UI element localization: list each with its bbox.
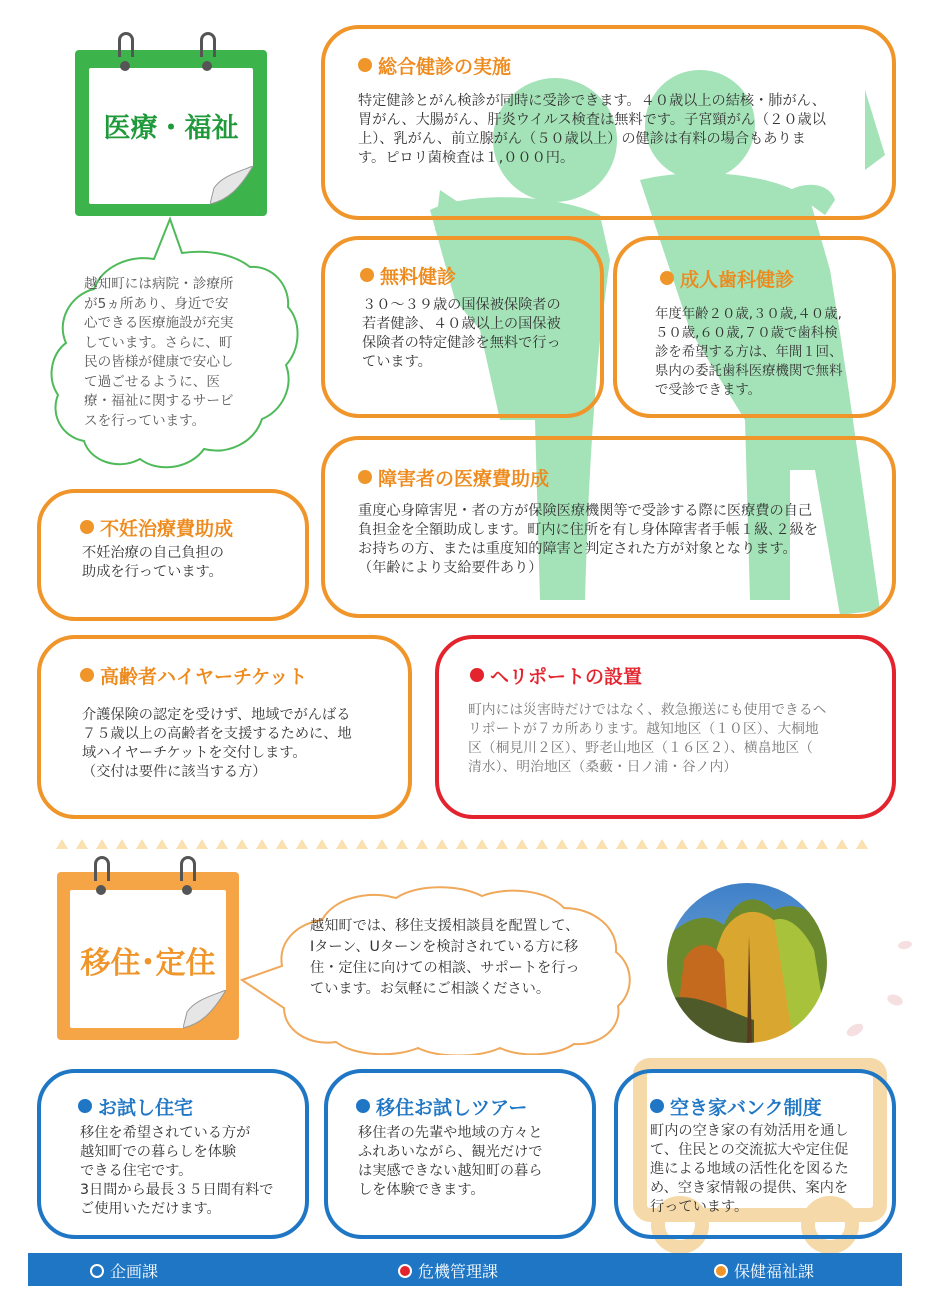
binder-hole-icon: [202, 61, 212, 71]
bullet-icon: [78, 1099, 92, 1113]
trial-house-title: お試し住宅: [78, 1093, 193, 1120]
migration-category-calendar: [57, 872, 239, 1040]
trial-house-body: 移住を希望されている方が 越知町での暮らしを体験 できる住宅です。 3日間から最長３５日間有料で ご使用いただけます。: [80, 1125, 274, 1217]
infertility-body: 不妊治療の自己負担の 助成を行っています。: [82, 545, 224, 580]
vacant-house-bank-title: 空き家バンク制度: [650, 1093, 822, 1120]
legend-item-welfare: 保健福祉課: [714, 1259, 814, 1282]
legend-item-planning: 企画課: [90, 1259, 158, 1282]
binder-hole-icon: [182, 885, 192, 895]
dental-checkup-title: 成人歯科健診: [660, 265, 794, 292]
free-checkup-title: 無料健診: [360, 262, 456, 289]
binder-ring-icon: [200, 32, 216, 57]
trial-tour-body: 移住者の先輩や地域の方々と ふれあいながら、観光だけで は実感できない越知町の暮ら しを体験できます。: [358, 1125, 543, 1198]
elderly-taxi-body: 介護保険の認定を受けず、地域でがんばる ７５歳以上の高齢者を支援するために、地 域ハイヤーチケットを交付します。 （交付は要件に該当する方）: [82, 707, 352, 780]
bullet-icon: [80, 520, 94, 534]
binder-hole-icon: [96, 885, 106, 895]
migration-intro-text: 越知町では、移住支援相談員を配置して、 Iターン、Uターンを検討されている方に移 住・定住に向けての相談、サポートを行っ ています。お気軽にご相談ください。: [310, 918, 580, 997]
page-curl-icon: [183, 990, 227, 1030]
bullet-icon: [80, 668, 94, 682]
medical-intro-text: 越知町には病院・診療所 が5ヵ所あり、身近で安 心できる医療施設が充実 しています。さらに、町 民の皆様が健康で安心し て過ごせるように、医 療・福祉に関するサービ スを行っています。: [84, 276, 234, 429]
heliport-title: ヘリポートの設置: [470, 662, 642, 689]
bullet-icon: [356, 1099, 370, 1113]
binder-hole-icon: [120, 61, 130, 71]
binder-ring-icon: [94, 856, 110, 881]
dental-checkup-body: 年度年齢２０歳,３０歳,４０歳, ５０歳,６０歳,７０歳で歯科検 診を希望する方は、年間１回、 県内の委託歯科医療機関で無料 で受診できます。: [655, 307, 843, 398]
bullet-icon: [470, 668, 484, 682]
infertility-title: 不妊治療費助成: [80, 514, 233, 541]
medical-category-calendar: [75, 50, 267, 216]
disabled-subsidy-body: 重度心身障害児・者の方が保険医療機関等で受診する際に医療費の自己 負担金を全額助成します。町内に住所を有し身体障害者手帳１級､２級を お持ちの方、または重度知的障害と判定された方が対象となります。 （年齢により支給要件あり）: [358, 503, 818, 576]
checkup-title: 総合健診の実施: [358, 52, 511, 79]
binder-ring-icon: [118, 32, 134, 57]
circle-red-icon: [398, 1264, 412, 1278]
circle-blue-icon: [90, 1264, 104, 1278]
binder-ring-icon: [180, 856, 196, 881]
medical-category-title: 医療・福祉: [103, 113, 239, 144]
vacant-house-bank-body: 町内の空き家の有効活用を通し て、住民との交流拡大や定住促 進による地域の活性化を図るた め、空き家情報の提供、案内を 行っています。: [650, 1123, 849, 1215]
bullet-icon: [360, 268, 374, 282]
trial-tour-title: 移住お試しツアー: [356, 1093, 527, 1120]
disabled-subsidy-title: 障害者の医療費助成: [358, 464, 549, 491]
bullet-icon: [358, 58, 372, 72]
checkup-body: 特定健診とがん検診が同時に受診できます。４０歳以上の結核・肺がん、 胃がん、大腸がん、肝炎ウイルス検査は無料です。子宮頸がん（２０歳以 上）、乳がん、前立腺がん（５０歳以上）の健診は有料の場合もありま す。ピロリ菌検査は１,０００円。: [358, 93, 826, 166]
page-curl-icon: [210, 166, 254, 206]
legend-item-crisis: 危機管理課: [398, 1259, 498, 1282]
free-checkup-body: ３０～３９歳の国保被保険者の 若者健診、４０歳以上の国保被 保険者の特定健診を無料で行っ ています。: [362, 297, 561, 370]
migration-category-title: 移住･定住: [80, 946, 216, 981]
elderly-taxi-title: 高齢者ハイヤーチケット: [80, 662, 307, 689]
separator-decoration: [56, 839, 868, 849]
bullet-icon: [358, 470, 372, 484]
bullet-icon: [660, 271, 674, 285]
circle-orange-icon: [714, 1264, 728, 1278]
heliport-body: 町内には災害時だけではなく、救急搬送にも使用できるヘ リポートが７カ所あります。越知地区（１０区）、大桐地 区（桐見川２区）、野老山地区（１６区２）、横畠地区（ 清水）、明治地区（桑藪・日ノ浦・谷ノ内）: [468, 702, 827, 775]
autumn-trees-photo: [664, 880, 830, 1046]
bullet-icon: [650, 1099, 664, 1113]
